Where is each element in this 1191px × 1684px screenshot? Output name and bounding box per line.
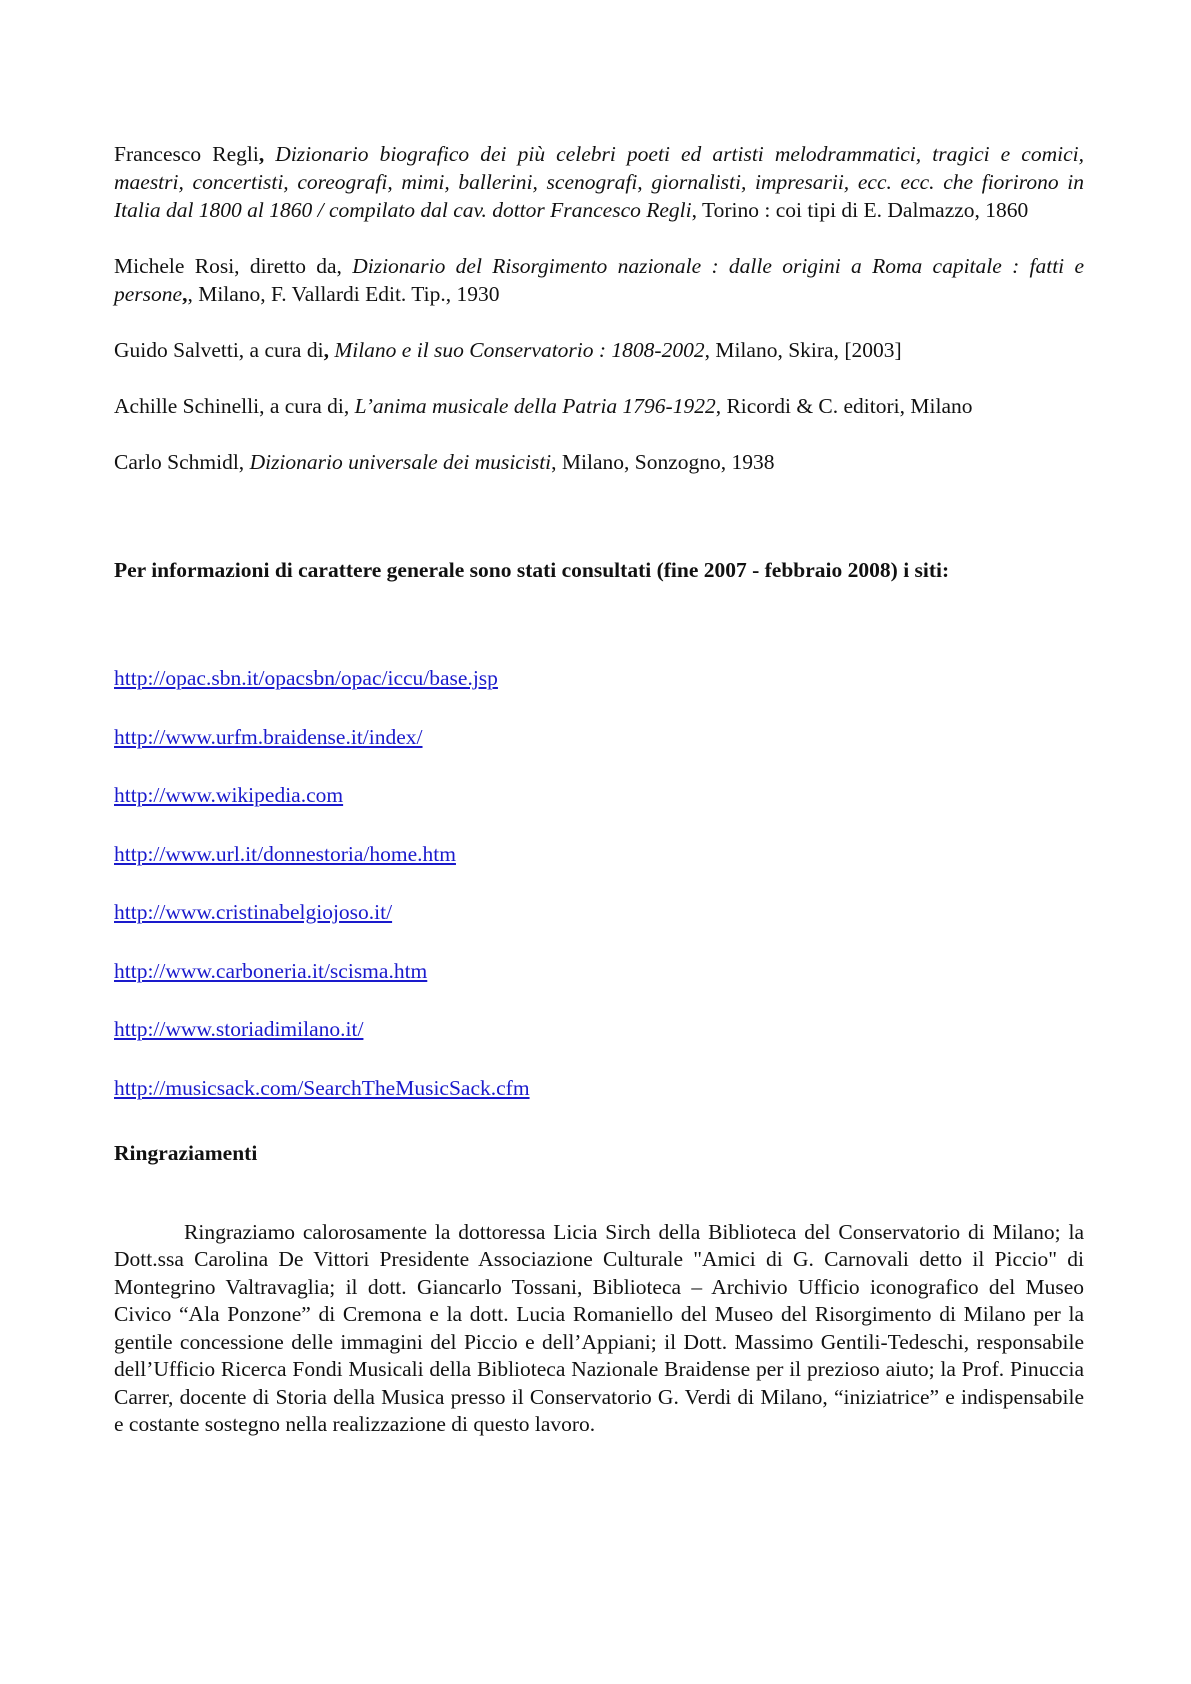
ref-separator: , xyxy=(182,282,188,306)
site-link-belgiojoso[interactable]: http://www.cristinabelgiojoso.it/ xyxy=(114,900,393,924)
list-item xyxy=(114,840,1084,871)
ref-title: L’anima musicale della Patria 1796-1922 xyxy=(354,394,716,418)
ref-author: Guido Salvetti, a cura di xyxy=(114,338,324,362)
site-link-donnestoria[interactable]: http://www.url.it/donnestoria/home.htm xyxy=(114,841,456,866)
site-link-urfm[interactable]: http://www.urfm.braidense.it/index/ xyxy=(114,724,423,749)
reference-schinelli xyxy=(114,392,1084,420)
ref-publisher: , Torino : coi tipi di E. Dalmazzo, 1860 xyxy=(691,198,1029,222)
sites-heading: Per informazioni di carattere generale sono stati consultati (fine 2007 - febbraio 2008) i siti: xyxy=(114,558,950,582)
list-item xyxy=(114,1074,1084,1105)
site-link-wikipedia[interactable]: http://www.wikipedia.com xyxy=(114,783,344,807)
ref-title: Dizionario del Risorgimento nazionale : dalle origini a Roma capitale : fatti e persone xyxy=(114,254,1084,306)
ref-publisher: , Milano, Skira, [2003] xyxy=(704,338,902,362)
ref-author: Michele Rosi, diretto da, xyxy=(114,254,353,278)
list-item xyxy=(114,723,1084,754)
ref-author: Achille Schinelli, a cura di, xyxy=(114,394,355,418)
reference-regli xyxy=(114,140,1084,224)
document-page xyxy=(114,140,1084,1439)
site-link-carboneria[interactable]: http://www.carboneria.it/scisma.htm xyxy=(114,958,428,983)
ref-separator: , xyxy=(323,338,335,362)
site-link-opac[interactable]: http://opac.sbn.it/opacsbn/opac/iccu/base.jsp xyxy=(114,666,498,690)
reference-schmidl xyxy=(114,448,1084,476)
list-item xyxy=(114,664,1084,695)
ref-publisher: , Ricordi & C. editori, Milano xyxy=(715,394,973,418)
reference-rosi xyxy=(114,252,1084,308)
ref-title: Dizionario biografico dei più celebri poeti ed artisti melodrammatici, tragici e comici, maestri, concertisti, coreografi, mimi, ballerini, scenografi, giornalisti, impresarii, ecc. ecc. che fiorirono in Italia dal 1800 al 1860 / compilato dal cav. dottor Francesco Regli xyxy=(114,142,1084,222)
reference-salvetti xyxy=(114,336,1084,364)
list-item xyxy=(114,1015,1084,1046)
site-link-storiadimilano[interactable]: http://www.storiadimilano.it/ xyxy=(114,1017,364,1041)
site-link-musicsack[interactable]: http://musicsack.com/SearchTheMusicSack.cfm xyxy=(114,1075,530,1100)
ref-title: Dizionario universale dei musicisti xyxy=(249,450,552,474)
list-item xyxy=(114,957,1084,988)
acknowledgements-heading: Ringraziamenti xyxy=(114,1140,258,1165)
ref-author: Francesco Regli xyxy=(114,142,259,166)
sites-list xyxy=(114,664,1084,1105)
list-item xyxy=(114,781,1084,812)
ref-publisher: , Milano, F. Vallardi Edit. Tip., 1930 xyxy=(187,282,500,306)
acknowledgements-text: Ringraziamo calorosamente la dottoressa Licia Sirch della Biblioteca del Conservatorio di Milano; la Dott.ssa Carolina De Vittori Presidente Associazione Culturale "Amici di G. Carnovali detto il Piccio" di Montegrino Valtravaglia; il dott. Giancarlo Tossani, Biblioteca – Archivio Ufficio iconografico del Museo Civico “Ala Ponzone” di Cremona e la dott. Lucia Romaniello del Museo del Risorgimento di Milano per la gentile concessione delle immagini del Piccio e dell’Appiani; il Dott. Massimo Gentili-Tedeschi, responsabile dell’Ufficio Ricerca Fondi Musicali della Biblioteca Nazionale Braidense per il prezioso aiuto; la Prof. Pinuccia Carrer, docente di Storia della Musica presso il Conservatorio G. Verdi di Milano, “iniziatrice” e indispensabile e costante sostegno nella realizzazione di questo lavoro. xyxy=(114,1219,1084,1436)
ref-publisher: , Milano, Sonzogno, 1938 xyxy=(551,450,775,474)
ref-title: Milano e il suo Conservatorio : 1808-2002 xyxy=(334,338,705,362)
ref-separator: , xyxy=(258,142,276,166)
list-item xyxy=(114,898,1084,929)
ref-author: Carlo Schmidl, xyxy=(114,450,250,474)
